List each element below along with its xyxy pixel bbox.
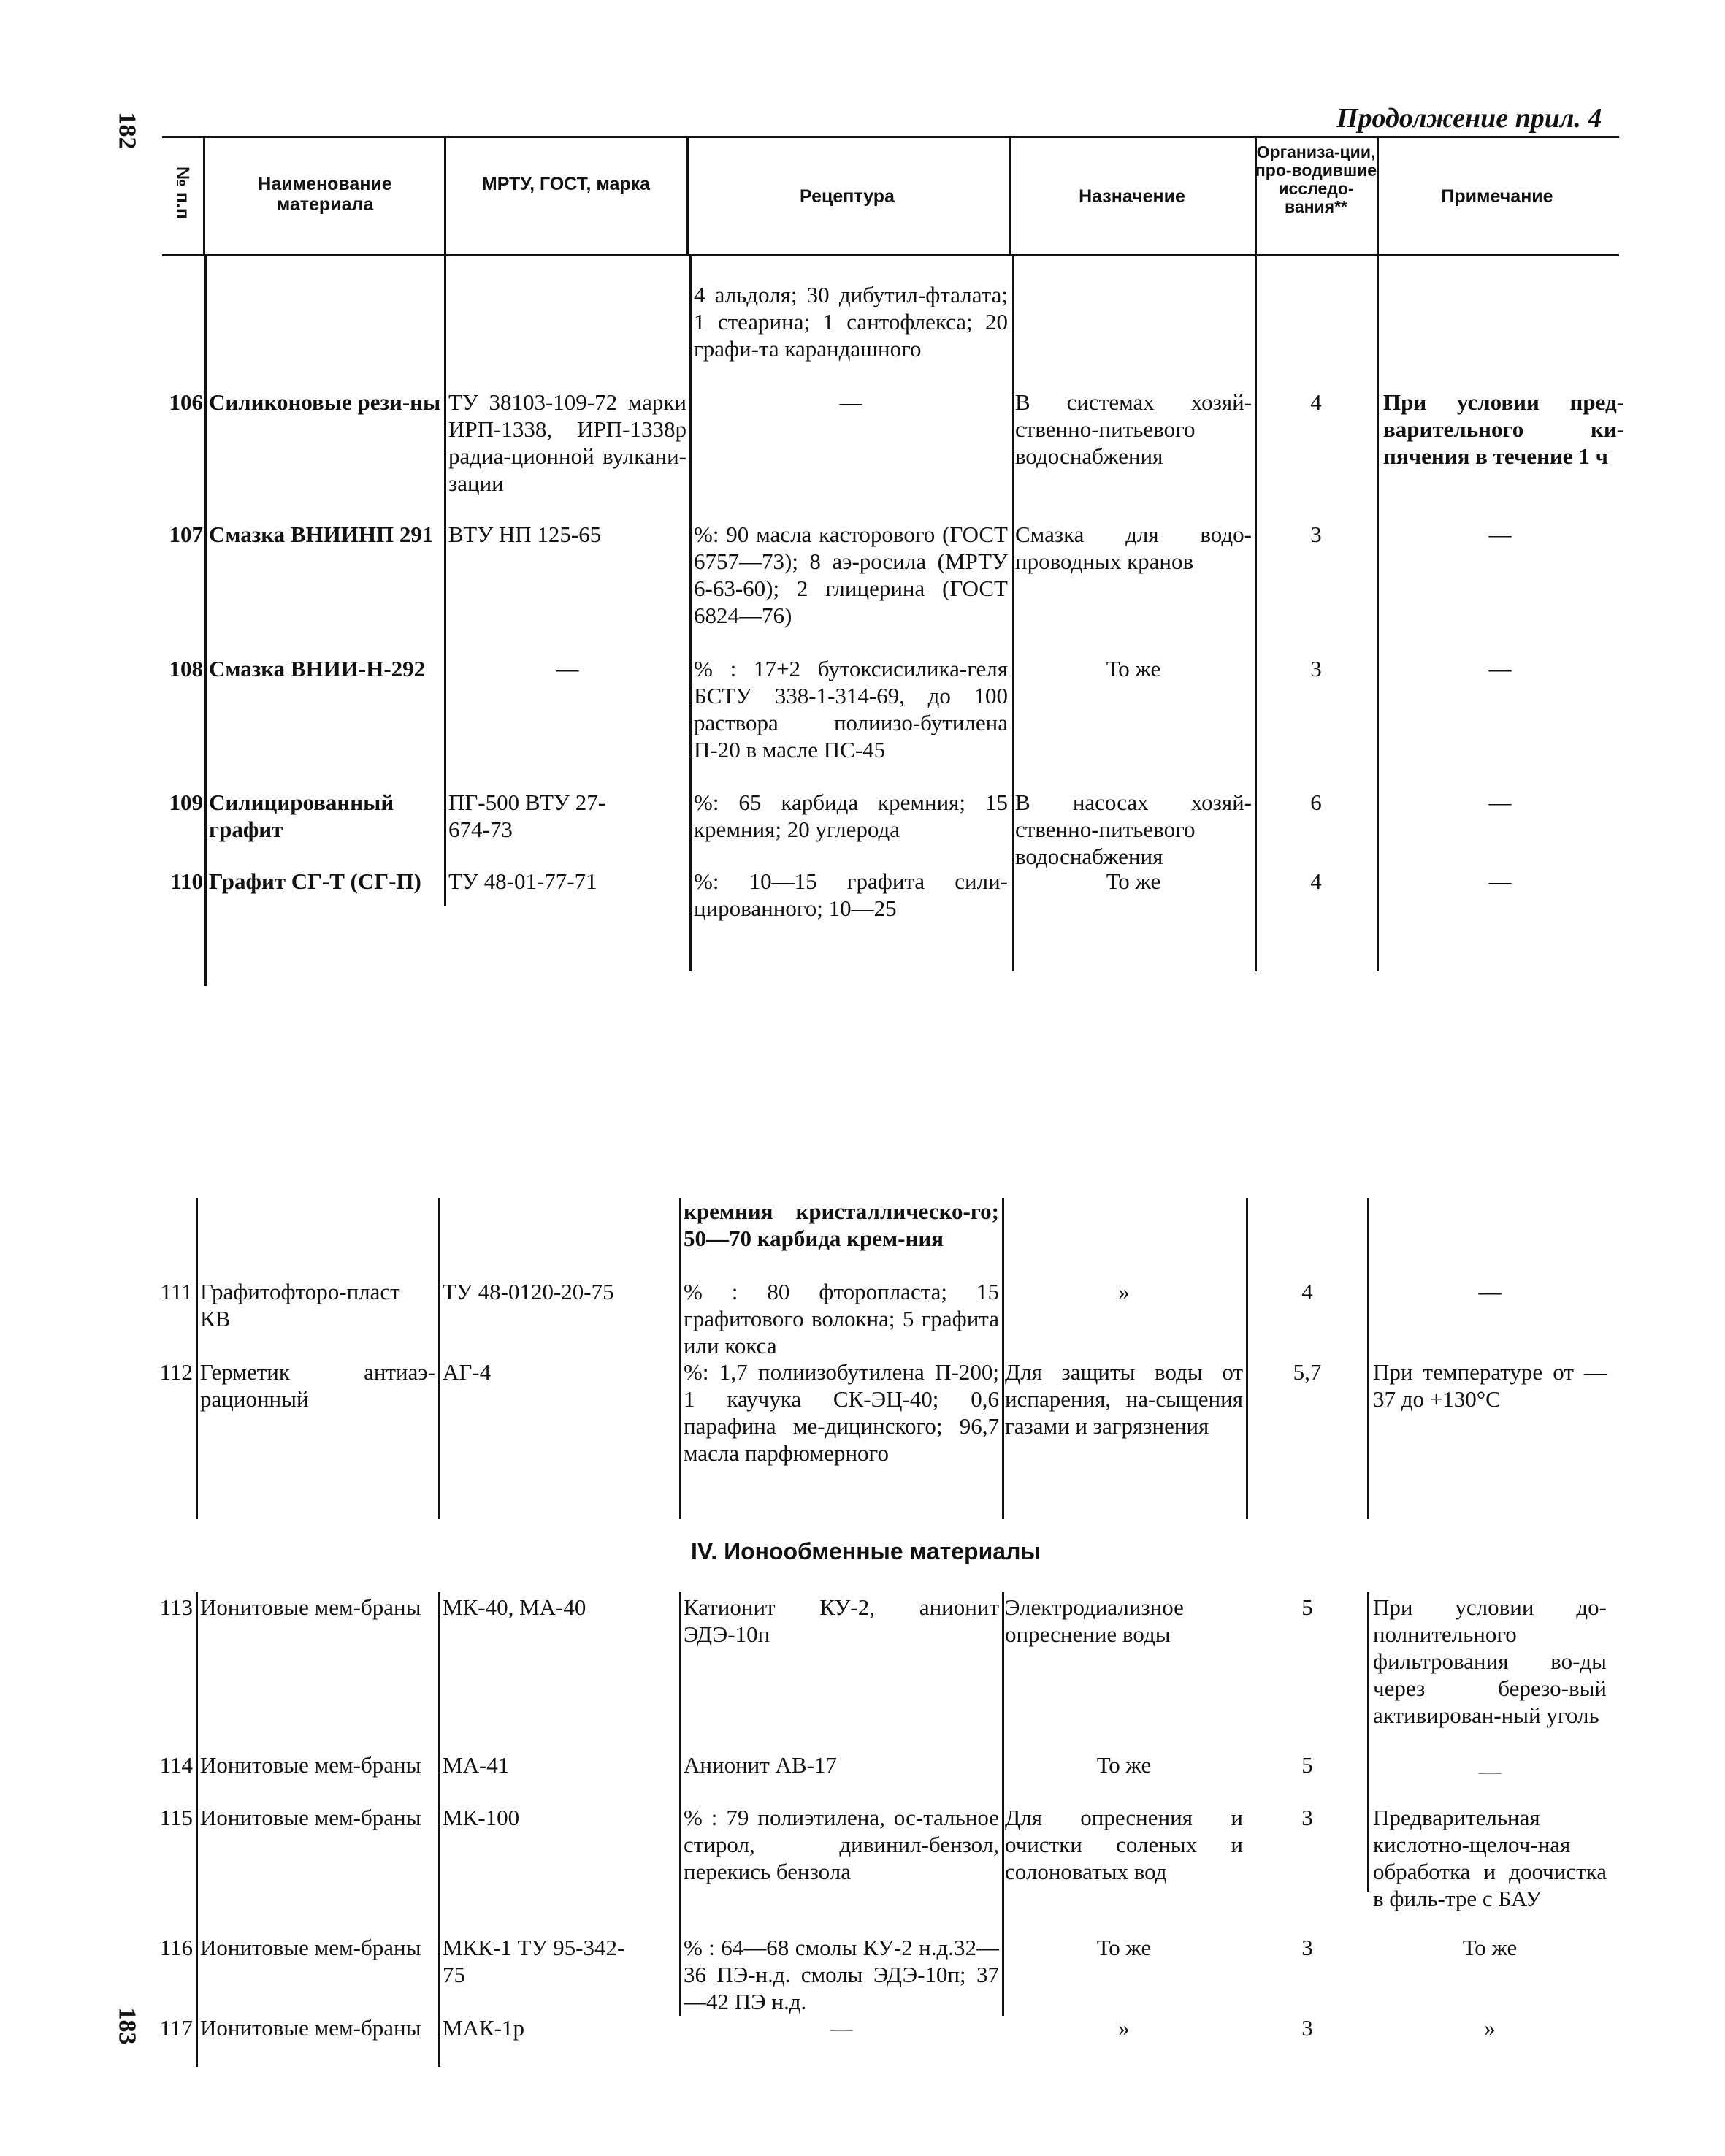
column-divider [196, 1198, 198, 1519]
column-divider [1367, 1198, 1369, 1519]
cell-num: 113 [159, 1594, 193, 1620]
section-title: IV. Ионообменные материалы [691, 1538, 1041, 1564]
cell-recipe: % : 17+2 бутоксисилика-геля БСТУ 338-1-314-69, до 100 раствора полиизо-бутилена П-20 в масле ПС-45 [694, 656, 1008, 762]
cell-mrtu: МК-40, МА-40 [443, 1594, 586, 1620]
cell-num: 107 [169, 521, 203, 547]
cell-name: Ионитовые мем-браны [200, 2015, 421, 2041]
cell-name: Силиконовые рези-ны [209, 389, 441, 415]
column-divider [204, 256, 207, 986]
cell-note: » [1484, 2015, 1496, 2041]
cell-org: 3 [1301, 1935, 1313, 1960]
header-name: Наименование материала [258, 174, 392, 215]
cell-name: Смазка ВНИИНП 291 [209, 521, 434, 547]
cell-recipe: 4 альдоля; 30 дибутил-фталата; 1 стеарина; 1 сантофлекса; 20 графи-та карандашного [694, 282, 1008, 362]
cell-org: 4 [1301, 1279, 1313, 1304]
header-org: Организа-ции, про-водившие исследо-вания** [1255, 142, 1377, 216]
cell-name: Ионитовые мем-браны [200, 1752, 421, 1778]
cell-mrtu: МК-100 [443, 1805, 520, 1830]
continuation-label: Продолжение прил. 4 [1336, 103, 1602, 134]
cell-mrtu: ВТУ НП 125-65 [448, 521, 602, 547]
cell-recipe: кремния кристаллическо-го; 50—70 карбида крем-ния [684, 1199, 999, 1251]
cell-recipe: Катионит КУ-2, анионит ЭДЭ-10п [684, 1594, 999, 1647]
cell-name: Графит СГ-Т (СГ-П) [209, 868, 421, 894]
cell-purpose: В насосах хозяй-ственно-питьевого водоснабжения [1015, 790, 1252, 869]
cell-name: Герметик антиаэ-рационный [200, 1359, 435, 1412]
cell-mrtu: ПГ-500 ВТУ 27-674-73 [448, 790, 606, 842]
cell-mrtu: — [556, 656, 579, 681]
cell-purpose: Смазка для водо-проводных кранов [1015, 521, 1252, 574]
cell-recipe: %: 90 масла касторового (ГОСТ 6757—73); 8 аэ-росила (МРТУ 6-63-60); 2 глицерина (ГОСТ 6824—76) [694, 521, 1008, 628]
cell-mrtu: МКК-1 ТУ 95-342-75 [443, 1935, 625, 1987]
cell-org: 3 [1301, 2015, 1313, 2041]
cell-recipe: — [839, 389, 862, 415]
cell-note: При температуре от —37 до +130°С [1373, 1359, 1607, 1412]
cell-org: 4 [1310, 389, 1322, 415]
cell-num: 108 [169, 656, 203, 681]
cell-note: При условии пред-варительного ки-пячения в течение 1 ч [1383, 389, 1624, 469]
cell-num: 109 [169, 790, 203, 815]
cell-num: 116 [159, 1935, 193, 1960]
header-recipe: Рецептура [800, 186, 895, 207]
column-divider [1367, 1592, 1369, 1892]
cell-org: 5 [1301, 1594, 1313, 1620]
cell-name: Графитофторо-пласт КВ [200, 1279, 400, 1331]
cell-recipe: Анионит АВ-17 [684, 1752, 837, 1778]
header-divider [1009, 137, 1011, 254]
cell-num: 112 [159, 1359, 193, 1385]
cell-name: Силицированный графит [209, 790, 394, 842]
column-divider [1377, 256, 1379, 971]
header-purpose: Назначение [1079, 186, 1185, 207]
cell-mrtu: ТУ 48-0120-20-75 [443, 1279, 614, 1304]
cell-purpose: » [1118, 2015, 1130, 2041]
cell-num: 106 [169, 389, 203, 415]
column-divider [679, 1592, 681, 2016]
column-divider [1002, 1198, 1004, 1519]
cell-note: — [1488, 790, 1512, 815]
cell-purpose: Для защиты воды от испарения, на-сыщения газами и загрязнения [1005, 1359, 1243, 1439]
cell-org: 3 [1310, 656, 1322, 681]
cell-purpose: То же [1096, 1935, 1152, 1960]
cell-org: 3 [1310, 521, 1322, 547]
cell-note: При условии до-полнительного фильтрования во-ды через березо-вый активирован-ный уголь [1373, 1594, 1607, 1728]
cell-num: 114 [159, 1752, 193, 1778]
cell-num: 117 [159, 2015, 193, 2041]
cell-org: 5 [1301, 1752, 1313, 1778]
cell-mrtu: МАК-1р [443, 2015, 524, 2041]
cell-recipe: %: 65 карбида кремния; 15 кремния; 20 углерода [694, 790, 1008, 842]
column-divider [1002, 1592, 1004, 2016]
header-top-rule [162, 136, 1619, 138]
column-divider [1255, 256, 1257, 971]
cell-recipe: % : 79 полиэтилена, ос-тальное стирол, дивинил-бензол, перекись бензола [684, 1805, 999, 1884]
header-divider [444, 137, 446, 254]
cell-purpose: Электродиализное опреснение воды [1005, 1594, 1184, 1647]
cell-name: Смазка ВНИИ-Н-292 [209, 656, 426, 681]
column-divider [438, 1198, 440, 1519]
cell-recipe: %: 1,7 полиизобутилена П-200; 1 каучука СК-ЭЦ-40; 0,6 парафина ме-дицинского; 96,7 масла парфюмерного [684, 1359, 999, 1466]
cell-mrtu: МА-41 [443, 1752, 510, 1778]
cell-recipe: — [830, 2015, 853, 2041]
column-divider [1012, 256, 1014, 971]
cell-recipe: %: 10—15 графита сили-цированного; 10—25 [694, 868, 1008, 921]
header-divider [686, 137, 689, 254]
cell-note: — [1478, 1758, 1502, 1784]
cell-org: 3 [1301, 1805, 1313, 1830]
cell-purpose: » [1118, 1279, 1130, 1304]
header-note: Примечание [1441, 186, 1553, 207]
page-number-bottom: 183 [113, 2007, 141, 2045]
header-mrtu: МРТУ, ГОСТ, марка [481, 174, 651, 194]
cell-mrtu: ТУ 38103-109-72 марки ИРП-1338, ИРП-1338р радиа-ционной вулкани-зации [448, 389, 686, 496]
column-divider [679, 1198, 681, 1519]
column-divider [444, 256, 446, 906]
header-num: № п.п [172, 167, 193, 219]
cell-note: То же [1462, 1935, 1518, 1960]
cell-recipe: % : 80 фторопласта; 15 графитового волокна; 5 графита или кокса [684, 1279, 999, 1358]
cell-num: 111 [160, 1279, 193, 1304]
column-divider [689, 256, 692, 971]
cell-org: 5,7 [1293, 1359, 1322, 1385]
header-bottom-rule [162, 254, 1619, 256]
cell-org: 4 [1310, 868, 1322, 894]
cell-note: — [1478, 1279, 1502, 1304]
cell-org: 6 [1310, 790, 1322, 815]
header-divider [203, 137, 205, 254]
page-number-top: 182 [113, 112, 141, 150]
cell-mrtu: ТУ 48-01-77-71 [448, 868, 597, 894]
cell-name: Ионитовые мем-браны [200, 1935, 421, 1960]
cell-name: Ионитовые мем-браны [200, 1594, 421, 1620]
cell-note: — [1488, 868, 1512, 894]
cell-purpose: Для опреснения и очистки соленых и солоноватых вод [1005, 1805, 1243, 1884]
column-divider [438, 1592, 440, 2067]
cell-name: Ионитовые мем-браны [200, 1805, 421, 1830]
cell-purpose: То же [1106, 868, 1161, 894]
cell-purpose: В системах хозяй-ственно-питьевого водоснабжения [1015, 389, 1252, 469]
cell-note: — [1488, 656, 1512, 681]
cell-mrtu: АГ-4 [443, 1359, 492, 1385]
cell-num: 110 [170, 868, 203, 894]
column-divider [196, 1592, 198, 2067]
cell-num: 115 [159, 1805, 193, 1830]
cell-note: Предварительная кислотно-щелоч-ная обработка и доочистка в филь-тре с БАУ [1373, 1805, 1607, 1911]
cell-note: — [1488, 521, 1512, 547]
cell-recipe: % : 64—68 смолы КУ-2 н.д.32—36 ПЭ-н.д. смолы ЭДЭ-10п; 37—42 ПЭ н.д. [684, 1935, 999, 2014]
cell-purpose: То же [1106, 656, 1161, 681]
cell-purpose: То же [1096, 1752, 1152, 1778]
